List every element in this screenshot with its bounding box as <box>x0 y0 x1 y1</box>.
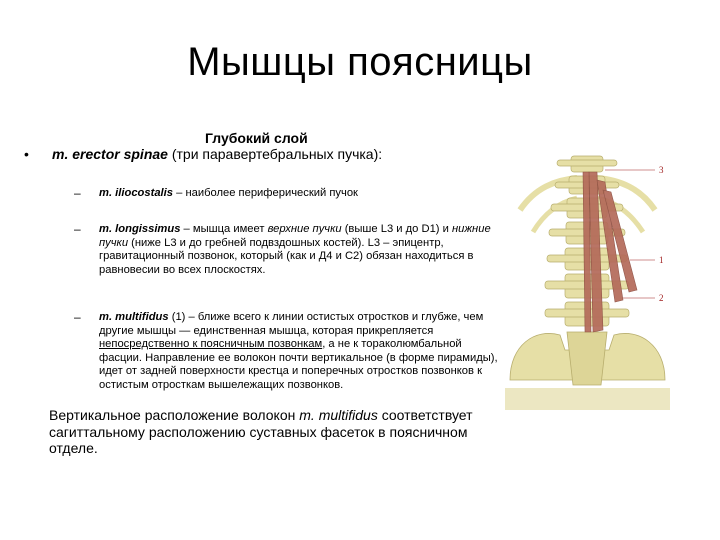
figure-label-1: 1 <box>659 255 664 265</box>
spine-muscle-illustration <box>505 150 670 410</box>
item-text-italic: верхние пучки <box>267 223 342 235</box>
subtitle: Глубокий слой <box>205 130 308 146</box>
item-text: – мышца имеет <box>180 223 268 235</box>
list-item-longissimus <box>99 223 502 277</box>
item-text-italic: нижние пучки <box>99 223 491 249</box>
latin-term: m. multifidus <box>99 311 169 323</box>
main-line-rest: (три паравертебральных пучка): <box>167 146 383 162</box>
summary-latin-term: m. multifidus <box>299 407 378 423</box>
item-text: (выше L3 и до D1) и <box>341 223 452 235</box>
dash-marker: – <box>74 222 81 236</box>
item-text: (1) – ближе всего к линии остистых отростков и глубже, чем другие мышцы — единственная мышца, которая прикрепляется <box>99 311 484 337</box>
item-text: , а не к тораколюмбальной фасции. Направление ее волокон почти вертикальное (в форме пирамиды), идет от задней поверхности крестца и поперечных отростков позвонков к остистым отросткам вышележащих позвонков. <box>99 338 498 391</box>
item-text: – наиболее периферический пучок <box>173 187 358 199</box>
item-text-underlined: непосредственно к поясничным позвонкам <box>99 338 323 351</box>
summary-text: Вертикальное расположение волокон <box>49 407 300 423</box>
bullet-marker: • <box>24 146 29 162</box>
list-item-iliocostalis <box>99 187 502 201</box>
summary-paragraph <box>49 407 519 457</box>
figure-label-3: 3 <box>659 165 664 175</box>
list-item-multifidus <box>99 311 502 393</box>
summary-text: соответствует сагиттальному расположению суставных фасеток в поясничном отделе. <box>49 407 473 456</box>
dash-marker: – <box>74 310 81 324</box>
main-latin-term: m. erector spinae <box>52 146 168 162</box>
slide-title: Мышцы поясницы <box>187 40 533 84</box>
latin-term: m. longissimus <box>99 223 181 235</box>
main-bullet-line <box>52 146 382 162</box>
figure-label-2: 2 <box>659 293 664 303</box>
item-text: (ниже L3 и до гребней подвздошных костей). L3 – эпицентр, гравитационный позвонок, который (как и Д4 и С2) обязан находиться в равновесии во всех плоскостях. <box>99 236 474 276</box>
latin-term: m. iliocostalis <box>99 187 173 199</box>
dash-marker: – <box>74 186 81 200</box>
